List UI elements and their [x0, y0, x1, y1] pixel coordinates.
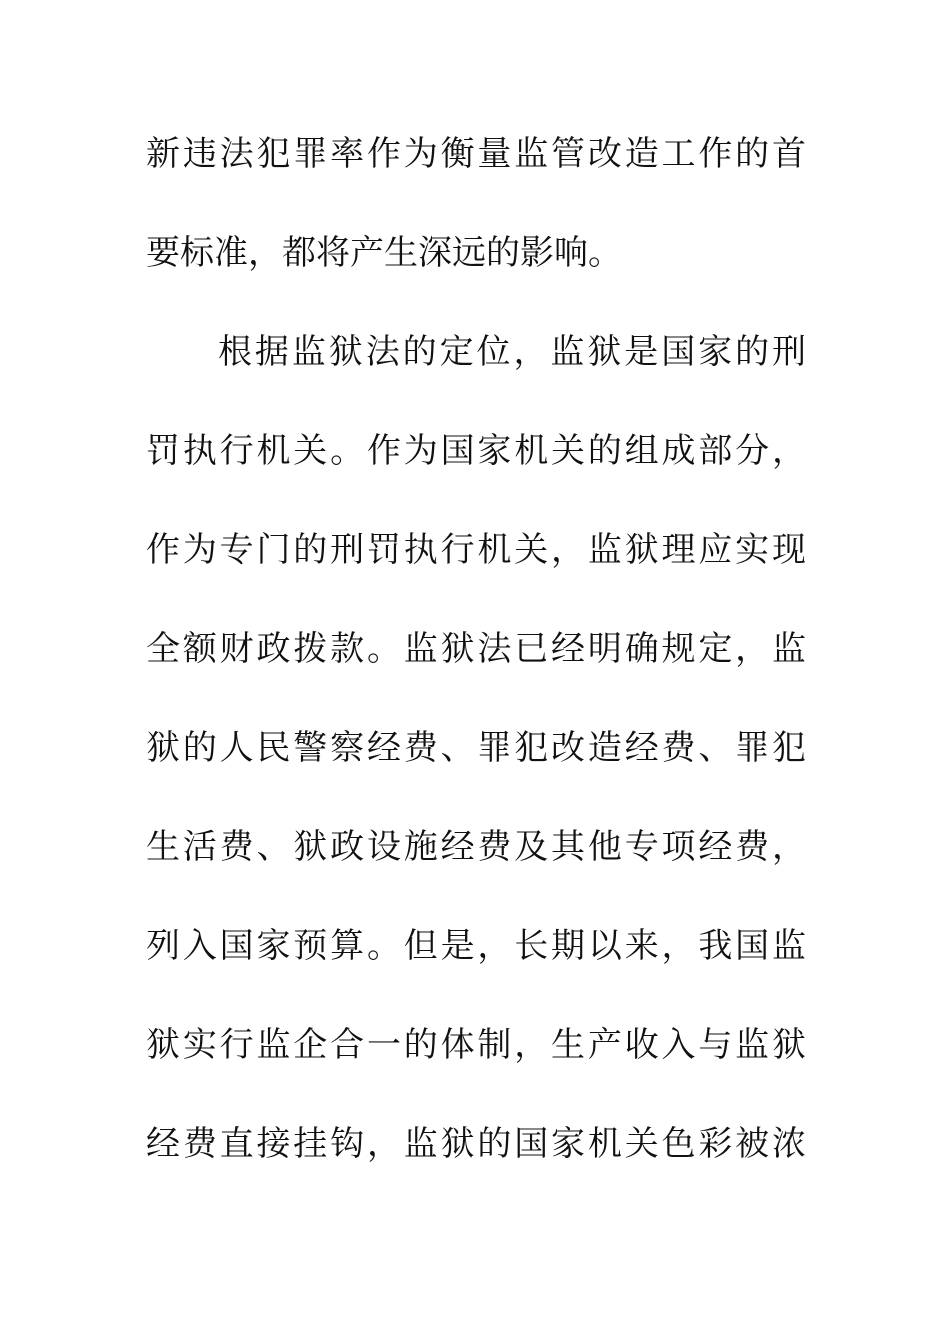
text-line: 全额财政拨款。监狱法已经明确规定，监: [146, 629, 806, 669]
text-line: 生活费、狱政设施经费及其他专项经费，: [146, 827, 806, 867]
text-line: 列入国家预算。但是，长期以来，我国监: [146, 926, 806, 966]
text-line: 经费直接挂钩，监狱的国家机关色彩被浓: [146, 1124, 806, 1164]
body-text: [146, 120, 806, 1209]
text-line: 罚执行机关。作为国家机关的组成部分，: [146, 431, 806, 471]
text-line: 狱的人民警察经费、罪犯改造经费、罪犯: [146, 728, 806, 768]
text-line: 要标准，都将产生深远的影响。: [146, 233, 622, 273]
text-line: 新违法犯罪率作为衡量监管改造工作的首: [146, 134, 806, 174]
text-line: 根据监狱法的定位，监狱是国家的刑: [218, 332, 806, 372]
text-line: 狱实行监企合一的体制，生产收入与监狱: [146, 1025, 806, 1065]
text-line: 作为专门的刑罚执行机关，监狱理应实现: [146, 530, 806, 570]
